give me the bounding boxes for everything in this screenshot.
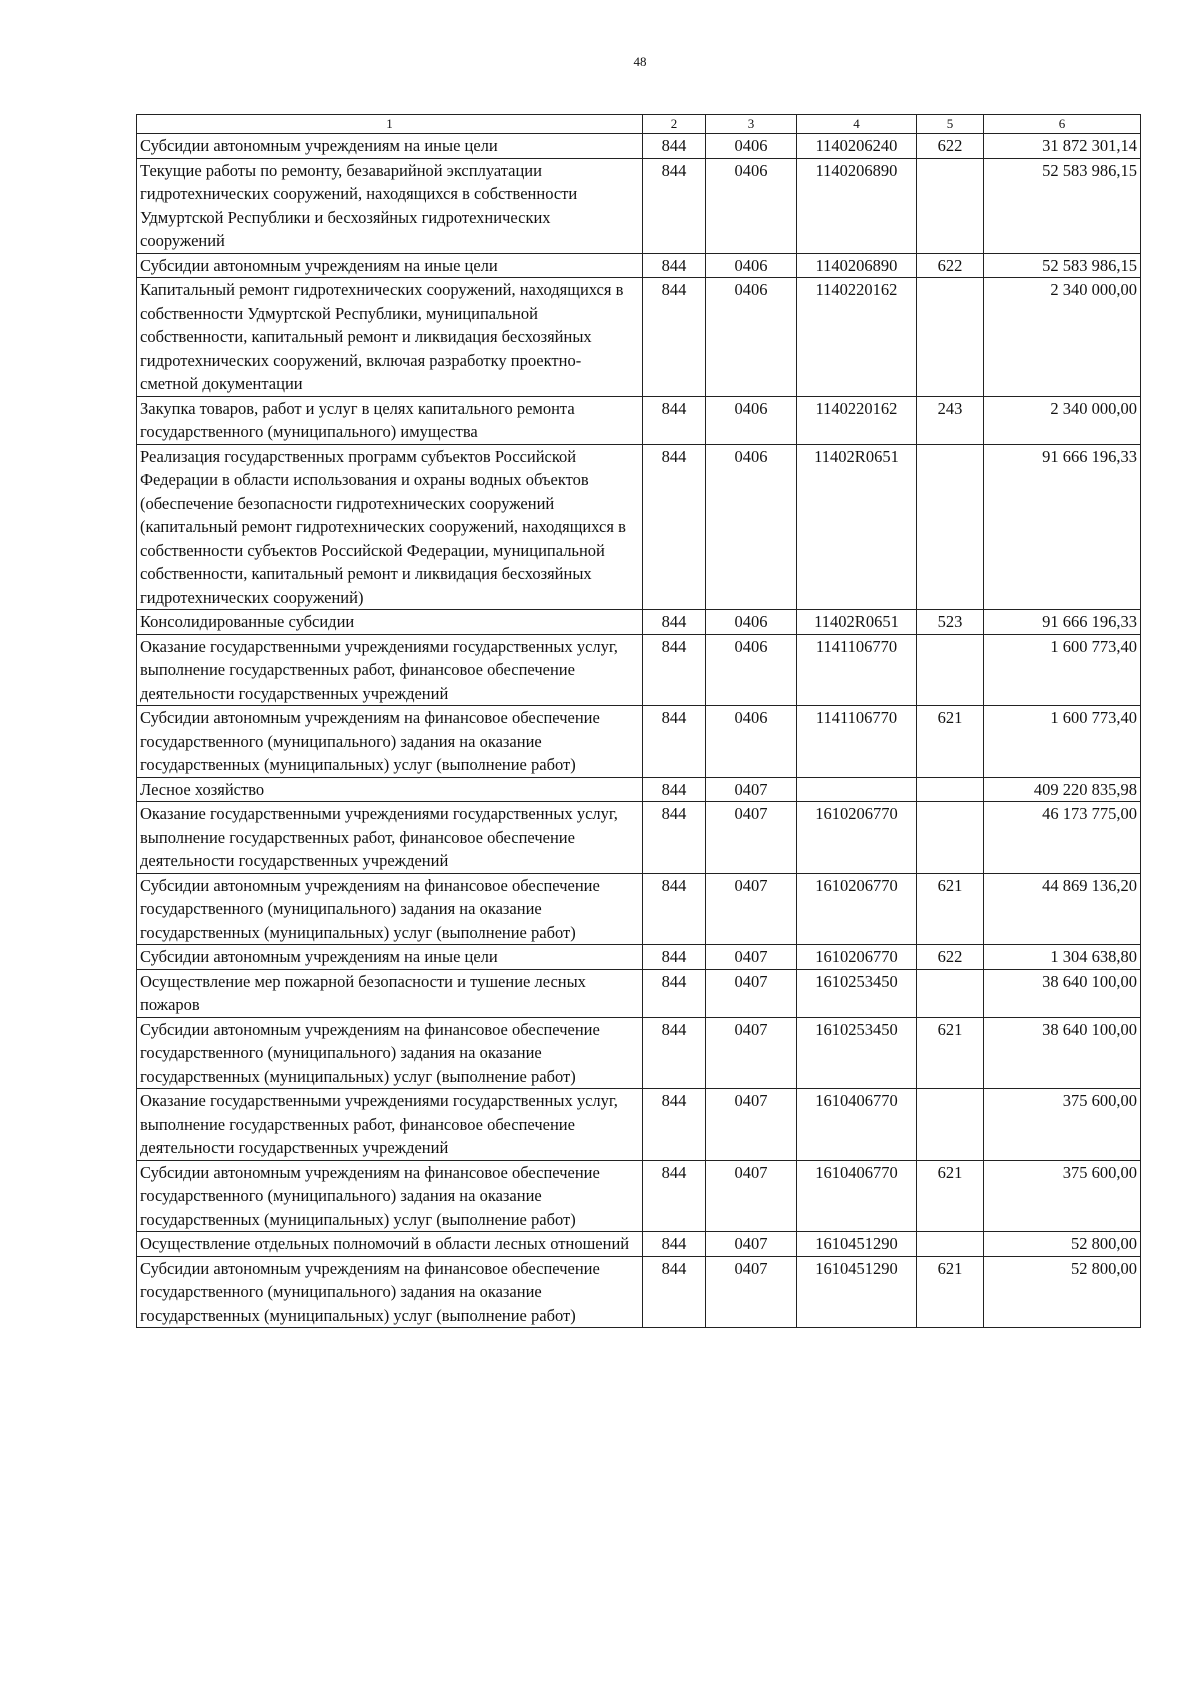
- row-section-code: 0406: [706, 134, 797, 159]
- table-row: [137, 1017, 1141, 1089]
- row-expense-type: [917, 278, 984, 397]
- row-description: Субсидии автономным учреждениям на финансовое обеспечение государственного (муниципального) задания на оказание государственных (муниципальных) услуг (выполнение работ): [137, 873, 643, 945]
- row-description: Субсидии автономным учреждениям на финансовое обеспечение государственного (муниципального) задания на оказание государственных (муниципальных) услуг (выполнение работ): [137, 1160, 643, 1232]
- row-ministry-code: 844: [643, 1160, 706, 1232]
- row-description: Капитальный ремонт гидротехнических сооружений, находящихся в собственности Удмуртской Республики, муниципальной собственности, капитальный ремонт и ликвидация бесхозяйных гидротехнических сооружений, включая разработку проектно-сметной документации: [137, 278, 643, 397]
- row-amount: 52 800,00: [984, 1232, 1141, 1257]
- row-section-code: 0407: [706, 873, 797, 945]
- table-row: [137, 253, 1141, 278]
- row-expense-type: 621: [917, 1160, 984, 1232]
- row-ministry-code: 844: [643, 396, 706, 444]
- row-amount: 1 304 638,80: [984, 945, 1141, 970]
- row-description: Субсидии автономным учреждениям на финансовое обеспечение государственного (муниципального) задания на оказание государственных (муниципальных) услуг (выполнение работ): [137, 1256, 643, 1328]
- row-amount: 2 340 000,00: [984, 278, 1141, 397]
- row-description: Консолидированные субсидии: [137, 610, 643, 635]
- table-row: [137, 802, 1141, 874]
- row-target-code: 1610206770: [797, 945, 917, 970]
- budget-table: [136, 114, 1141, 1328]
- row-section-code: 0407: [706, 1232, 797, 1257]
- column-header-5: 5: [917, 115, 984, 134]
- row-ministry-code: 844: [643, 777, 706, 802]
- row-target-code: 1610406770: [797, 1160, 917, 1232]
- row-ministry-code: 844: [643, 253, 706, 278]
- column-header-1: 1: [137, 115, 643, 134]
- row-ministry-code: 844: [643, 945, 706, 970]
- row-ministry-code: 844: [643, 634, 706, 706]
- row-expense-type: 243: [917, 396, 984, 444]
- column-header-2: 2: [643, 115, 706, 134]
- row-target-code: 1610451290: [797, 1256, 917, 1328]
- row-ministry-code: 844: [643, 444, 706, 610]
- row-amount: 91 666 196,33: [984, 610, 1141, 635]
- table-row: [137, 1256, 1141, 1328]
- table-row: [137, 444, 1141, 610]
- table-row: [137, 278, 1141, 397]
- row-description: Субсидии автономным учреждениям на иные цели: [137, 945, 643, 970]
- table-row: [137, 945, 1141, 970]
- row-target-code: 1140220162: [797, 396, 917, 444]
- table-row: [137, 1089, 1141, 1161]
- table-header-row: [137, 115, 1141, 134]
- column-header-4: 4: [797, 115, 917, 134]
- row-target-code: 1140206890: [797, 253, 917, 278]
- row-target-code: 11402R0651: [797, 444, 917, 610]
- row-amount: 52 583 986,15: [984, 158, 1141, 253]
- row-expense-type: [917, 802, 984, 874]
- row-amount: 38 640 100,00: [984, 1017, 1141, 1089]
- row-target-code: 1140206240: [797, 134, 917, 159]
- table-row: [137, 706, 1141, 778]
- row-description: Субсидии автономным учреждениям на финансовое обеспечение государственного (муниципального) задания на оказание государственных (муниципальных) услуг (выполнение работ): [137, 1017, 643, 1089]
- column-header-6: 6: [984, 115, 1141, 134]
- row-amount: 44 869 136,20: [984, 873, 1141, 945]
- row-amount: 46 173 775,00: [984, 802, 1141, 874]
- table-row: [137, 1160, 1141, 1232]
- row-target-code: 1141106770: [797, 634, 917, 706]
- row-ministry-code: 844: [643, 1232, 706, 1257]
- row-amount: 1 600 773,40: [984, 634, 1141, 706]
- row-target-code: 1140206890: [797, 158, 917, 253]
- row-ministry-code: 844: [643, 610, 706, 635]
- row-amount: 375 600,00: [984, 1089, 1141, 1161]
- row-section-code: 0406: [706, 253, 797, 278]
- row-expense-type: [917, 777, 984, 802]
- row-expense-type: [917, 1232, 984, 1257]
- row-expense-type: 621: [917, 706, 984, 778]
- row-ministry-code: 844: [643, 158, 706, 253]
- row-section-code: 0406: [706, 158, 797, 253]
- row-description: Субсидии автономным учреждениям на иные цели: [137, 134, 643, 159]
- row-ministry-code: 844: [643, 1017, 706, 1089]
- table-row: [137, 610, 1141, 635]
- row-ministry-code: 844: [643, 278, 706, 397]
- table-row: [137, 969, 1141, 1017]
- row-ministry-code: 844: [643, 873, 706, 945]
- row-amount: 91 666 196,33: [984, 444, 1141, 610]
- row-target-code: 1610206770: [797, 802, 917, 874]
- row-target-code: 11402R0651: [797, 610, 917, 635]
- table-row: [137, 1232, 1141, 1257]
- row-expense-type: 621: [917, 1256, 984, 1328]
- row-expense-type: 622: [917, 253, 984, 278]
- row-description: Лесное хозяйство: [137, 777, 643, 802]
- row-description: Оказание государственными учреждениями государственных услуг, выполнение государственных работ, финансовое обеспечение деятельности государственных учреждений: [137, 634, 643, 706]
- row-description: Субсидии автономным учреждениям на иные цели: [137, 253, 643, 278]
- row-expense-type: [917, 444, 984, 610]
- row-description: Закупка товаров, работ и услуг в целях капитального ремонта государственного (муниципального) имущества: [137, 396, 643, 444]
- column-header-3: 3: [706, 115, 797, 134]
- row-section-code: 0407: [706, 777, 797, 802]
- row-expense-type: 621: [917, 1017, 984, 1089]
- row-description: Осуществление мер пожарной безопасности и тушение лесных пожаров: [137, 969, 643, 1017]
- row-expense-type: 523: [917, 610, 984, 635]
- row-section-code: 0407: [706, 802, 797, 874]
- row-target-code: 1610253450: [797, 1017, 917, 1089]
- row-amount: 52 800,00: [984, 1256, 1141, 1328]
- row-amount: 31 872 301,14: [984, 134, 1141, 159]
- row-description: Реализация государственных программ субъектов Российской Федерации в области использования и охраны водных объектов (обеспечение безопасности гидротехнических сооружений (капитальный ремонт гидротехнических сооружений, находящихся в собственности субъектов Российской Федерации, муниципальной собственности, капитальный ремонт и ликвидация бесхозяйных гидротехнических сооружений): [137, 444, 643, 610]
- row-description: Текущие работы по ремонту, безаварийной эксплуатации гидротехнических сооружений, находящихся в собственности Удмуртской Республики и бесхозяйных гидротехнических сооружений: [137, 158, 643, 253]
- row-section-code: 0407: [706, 1160, 797, 1232]
- row-description: Осуществление отдельных полномочий в области лесных отношений: [137, 1232, 643, 1257]
- row-expense-type: 622: [917, 945, 984, 970]
- row-description: Субсидии автономным учреждениям на финансовое обеспечение государственного (муниципального) задания на оказание государственных (муниципальных) услуг (выполнение работ): [137, 706, 643, 778]
- row-target-code: 1141106770: [797, 706, 917, 778]
- row-target-code: 1140220162: [797, 278, 917, 397]
- table-row: [137, 634, 1141, 706]
- table-row: [137, 158, 1141, 253]
- row-ministry-code: 844: [643, 1256, 706, 1328]
- row-target-code: 1610206770: [797, 873, 917, 945]
- row-section-code: 0406: [706, 444, 797, 610]
- row-amount: 375 600,00: [984, 1160, 1141, 1232]
- row-target-code: 1610406770: [797, 1089, 917, 1161]
- row-ministry-code: 844: [643, 706, 706, 778]
- row-expense-type: [917, 1089, 984, 1161]
- row-ministry-code: 844: [643, 1089, 706, 1161]
- row-section-code: 0406: [706, 278, 797, 397]
- row-ministry-code: 844: [643, 134, 706, 159]
- row-expense-type: 622: [917, 134, 984, 159]
- row-amount: 2 340 000,00: [984, 396, 1141, 444]
- table-row: [137, 134, 1141, 159]
- row-expense-type: [917, 634, 984, 706]
- row-section-code: 0407: [706, 945, 797, 970]
- row-section-code: 0406: [706, 610, 797, 635]
- row-amount: 38 640 100,00: [984, 969, 1141, 1017]
- row-expense-type: 621: [917, 873, 984, 945]
- table-row: [137, 396, 1141, 444]
- page-number: 48: [633, 54, 647, 69]
- row-section-code: 0407: [706, 1089, 797, 1161]
- row-amount: 1 600 773,40: [984, 706, 1141, 778]
- row-section-code: 0406: [706, 706, 797, 778]
- row-section-code: 0407: [706, 1256, 797, 1328]
- table-row: [137, 873, 1141, 945]
- row-section-code: 0406: [706, 634, 797, 706]
- row-expense-type: [917, 158, 984, 253]
- row-target-code: 1610451290: [797, 1232, 917, 1257]
- row-expense-type: [917, 969, 984, 1017]
- row-amount: 409 220 835,98: [984, 777, 1141, 802]
- table-row: [137, 777, 1141, 802]
- row-section-code: 0407: [706, 1017, 797, 1089]
- row-target-code: [797, 777, 917, 802]
- row-ministry-code: 844: [643, 802, 706, 874]
- row-amount: 52 583 986,15: [984, 253, 1141, 278]
- row-description: Оказание государственными учреждениями государственных услуг, выполнение государственных работ, финансовое обеспечение деятельности государственных учреждений: [137, 1089, 643, 1161]
- row-description: Оказание государственными учреждениями государственных услуг, выполнение государственных работ, финансовое обеспечение деятельности государственных учреждений: [137, 802, 643, 874]
- row-section-code: 0407: [706, 969, 797, 1017]
- row-section-code: 0406: [706, 396, 797, 444]
- row-ministry-code: 844: [643, 969, 706, 1017]
- row-target-code: 1610253450: [797, 969, 917, 1017]
